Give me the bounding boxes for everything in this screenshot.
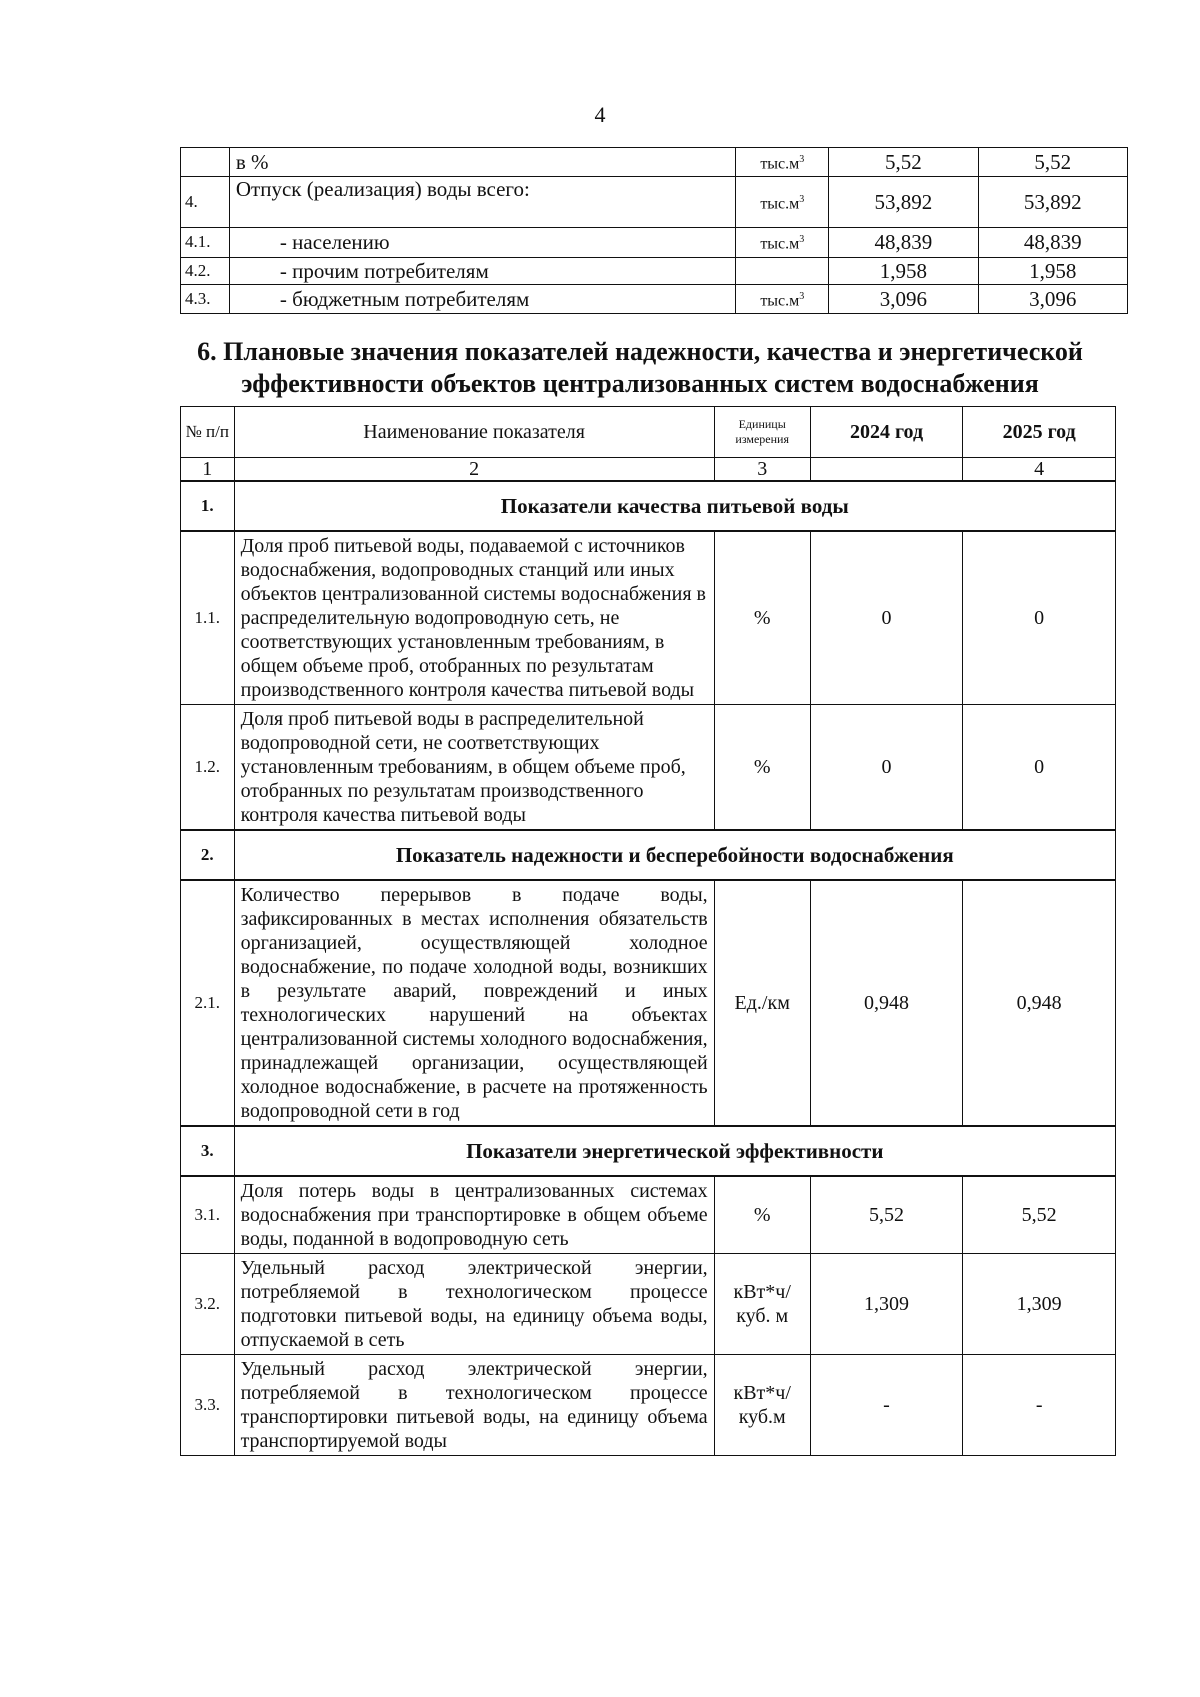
table-row bbox=[181, 228, 1128, 257]
row-unit bbox=[736, 284, 829, 313]
header-name: Наименование показателя bbox=[234, 407, 714, 458]
value-2025: 0 bbox=[963, 705, 1116, 831]
group-header-row bbox=[181, 1126, 1116, 1176]
table-row bbox=[181, 1176, 1116, 1254]
row-number: 4. bbox=[181, 177, 230, 228]
table-row bbox=[181, 531, 1116, 705]
table-row bbox=[181, 148, 1128, 177]
table-row bbox=[181, 257, 1128, 284]
indicator-name: Удельный расход электрической энергии, потребляемой в технологическом процессе подготовки питьевой воды, на единицу объема воды, отпускаемой в сеть bbox=[234, 1254, 714, 1355]
value-2025: 3,096 bbox=[978, 284, 1127, 313]
row-unit bbox=[736, 228, 829, 257]
column-numbers-row bbox=[181, 458, 1116, 482]
group-title: Показатель надежности и бесперебойности водоснабжения bbox=[234, 830, 1115, 880]
value-2024: 0 bbox=[810, 705, 963, 831]
value-2024: 48,839 bbox=[829, 228, 978, 257]
value-2024: 5,52 bbox=[829, 148, 978, 177]
group-header-row bbox=[181, 481, 1116, 531]
value-2024: 3,096 bbox=[829, 284, 978, 313]
group-header-row bbox=[181, 830, 1116, 880]
row-name: Отпуск (реализация) воды всего: bbox=[229, 177, 736, 228]
row-number: 1.1. bbox=[181, 531, 235, 705]
row-name: - населению bbox=[229, 228, 736, 257]
water-supply-continuation-table bbox=[180, 147, 1128, 314]
table-row bbox=[181, 705, 1116, 831]
value-2025: 0 bbox=[963, 531, 1116, 705]
unit-text: тыс.м bbox=[760, 235, 800, 253]
row-number: 4.2. bbox=[181, 257, 230, 284]
table-header-row bbox=[181, 407, 1116, 458]
indicator-name: Доля потерь воды в централизованных системах водоснабжения при транспортировке в общем объеме воды, поданной в водопроводную сеть bbox=[234, 1176, 714, 1254]
row-name: - прочим потребителям bbox=[229, 257, 736, 284]
group-title: Показатели энергетической эффективности bbox=[234, 1126, 1115, 1176]
indicators-table bbox=[180, 406, 1116, 1456]
row-unit bbox=[736, 177, 829, 228]
indicator-name: Доля проб питьевой воды в распределительной водопроводной сети, не соответствующих установленным требованиям, в общем объеме проб, отобранных по результатам производственного контроля качества питьевой воды bbox=[234, 705, 714, 831]
row-unit bbox=[736, 148, 829, 177]
header-num: № п/п bbox=[181, 407, 235, 458]
indicator-unit: % bbox=[714, 705, 810, 831]
indicator-unit: % bbox=[714, 531, 810, 705]
table-row bbox=[181, 1254, 1116, 1355]
section-title bbox=[160, 336, 1120, 400]
table-row bbox=[181, 1355, 1116, 1456]
indicator-name: Количество перерывов в подаче воды, зафиксированных в местах исполнения обязательств организацией, осуществляющей холодное водоснабжение, по подаче холодной воды, возникших в результате аварий, повреждений и иных технологических нарушений на объектах централизованной системы холодного водоснабжения, принадлежащей организации, осуществляющей холодное водоснабжение, в расчете на протяженность водопроводной сети в год bbox=[234, 880, 714, 1126]
value-2025: 0,948 bbox=[963, 880, 1116, 1126]
row-number: 4.3. bbox=[181, 284, 230, 313]
unit-text: тыс.м bbox=[760, 291, 800, 309]
indicator-unit: Ед./км bbox=[714, 880, 810, 1126]
unit-superscript: 3 bbox=[799, 290, 805, 302]
group-number: 3. bbox=[181, 1126, 235, 1176]
section-title-line-1: 6. Плановые значения показателей надежности, качества и энергетической bbox=[197, 337, 1083, 366]
row-number bbox=[181, 148, 230, 177]
value-2025: 1,309 bbox=[963, 1254, 1116, 1355]
group-number: 2. bbox=[181, 830, 235, 880]
value-2025: 5,52 bbox=[978, 148, 1127, 177]
indicator-name: Доля проб питьевой воды, подаваемой с источников водоснабжения, водопроводных станций или иных объектов централизованной системы водоснабжения в распределительную водопроводную сеть, не соответствующих установленным требованиям, в общем объеме проб, отобранных по результатам производственного контроля качества питьевой воды bbox=[234, 531, 714, 705]
unit-superscript: 3 bbox=[799, 154, 805, 165]
value-2024: 5,52 bbox=[810, 1176, 963, 1254]
value-2024: 0,948 bbox=[810, 880, 963, 1126]
row-number: 2.1. bbox=[181, 880, 235, 1126]
value-2024: 1,958 bbox=[829, 257, 978, 284]
unit-superscript: 3 bbox=[799, 234, 805, 246]
table-row bbox=[181, 177, 1128, 228]
row-unit bbox=[736, 257, 829, 284]
table-row bbox=[181, 880, 1116, 1126]
indicator-unit: кВт*ч/ куб.м bbox=[714, 1355, 810, 1456]
group-number: 1. bbox=[181, 481, 235, 531]
unit-text: тыс.м bbox=[760, 155, 800, 173]
value-2024: 0 bbox=[810, 531, 963, 705]
table-row bbox=[181, 284, 1128, 313]
column-number: 3 bbox=[714, 458, 810, 482]
value-2025: 53,892 bbox=[978, 177, 1127, 228]
unit-superscript: 3 bbox=[799, 194, 805, 206]
indicator-name: Удельный расход электрической энергии, потребляемой в технологическом процессе транспортировки питьевой воды, на единицу объема транспортируемой воды bbox=[234, 1355, 714, 1456]
header-unit: Единицы измерения bbox=[714, 407, 810, 458]
value-2025: - bbox=[963, 1355, 1116, 1456]
page-number: 4 bbox=[594, 102, 606, 127]
column-number: 2 bbox=[234, 458, 714, 482]
column-number bbox=[810, 458, 963, 482]
header-2024: 2024 год bbox=[810, 407, 963, 458]
value-2024: - bbox=[810, 1355, 963, 1456]
indicator-unit: кВт*ч/ куб. м bbox=[714, 1254, 810, 1355]
group-title: Показатели качества питьевой воды bbox=[234, 481, 1115, 531]
row-number: 3.2. bbox=[181, 1254, 235, 1355]
value-2025: 5,52 bbox=[963, 1176, 1116, 1254]
value-2025: 48,839 bbox=[978, 228, 1127, 257]
row-number: 4.1. bbox=[181, 228, 230, 257]
value-2024: 1,309 bbox=[810, 1254, 963, 1355]
value-2024: 53,892 bbox=[829, 177, 978, 228]
column-number: 4 bbox=[963, 458, 1116, 482]
row-number: 3.3. bbox=[181, 1355, 235, 1456]
unit-text: тыс.м bbox=[760, 195, 800, 213]
indicator-unit: % bbox=[714, 1176, 810, 1254]
row-name: в % bbox=[229, 148, 736, 177]
value-2025: 1,958 bbox=[978, 257, 1127, 284]
section-title-line-2: эффективности объектов централизованных систем водоснабжения bbox=[241, 369, 1039, 398]
row-name: - бюджетным потребителям bbox=[229, 284, 736, 313]
header-2025: 2025 год bbox=[963, 407, 1116, 458]
column-number: 1 bbox=[181, 458, 235, 482]
row-number: 3.1. bbox=[181, 1176, 235, 1254]
row-number: 1.2. bbox=[181, 705, 235, 831]
